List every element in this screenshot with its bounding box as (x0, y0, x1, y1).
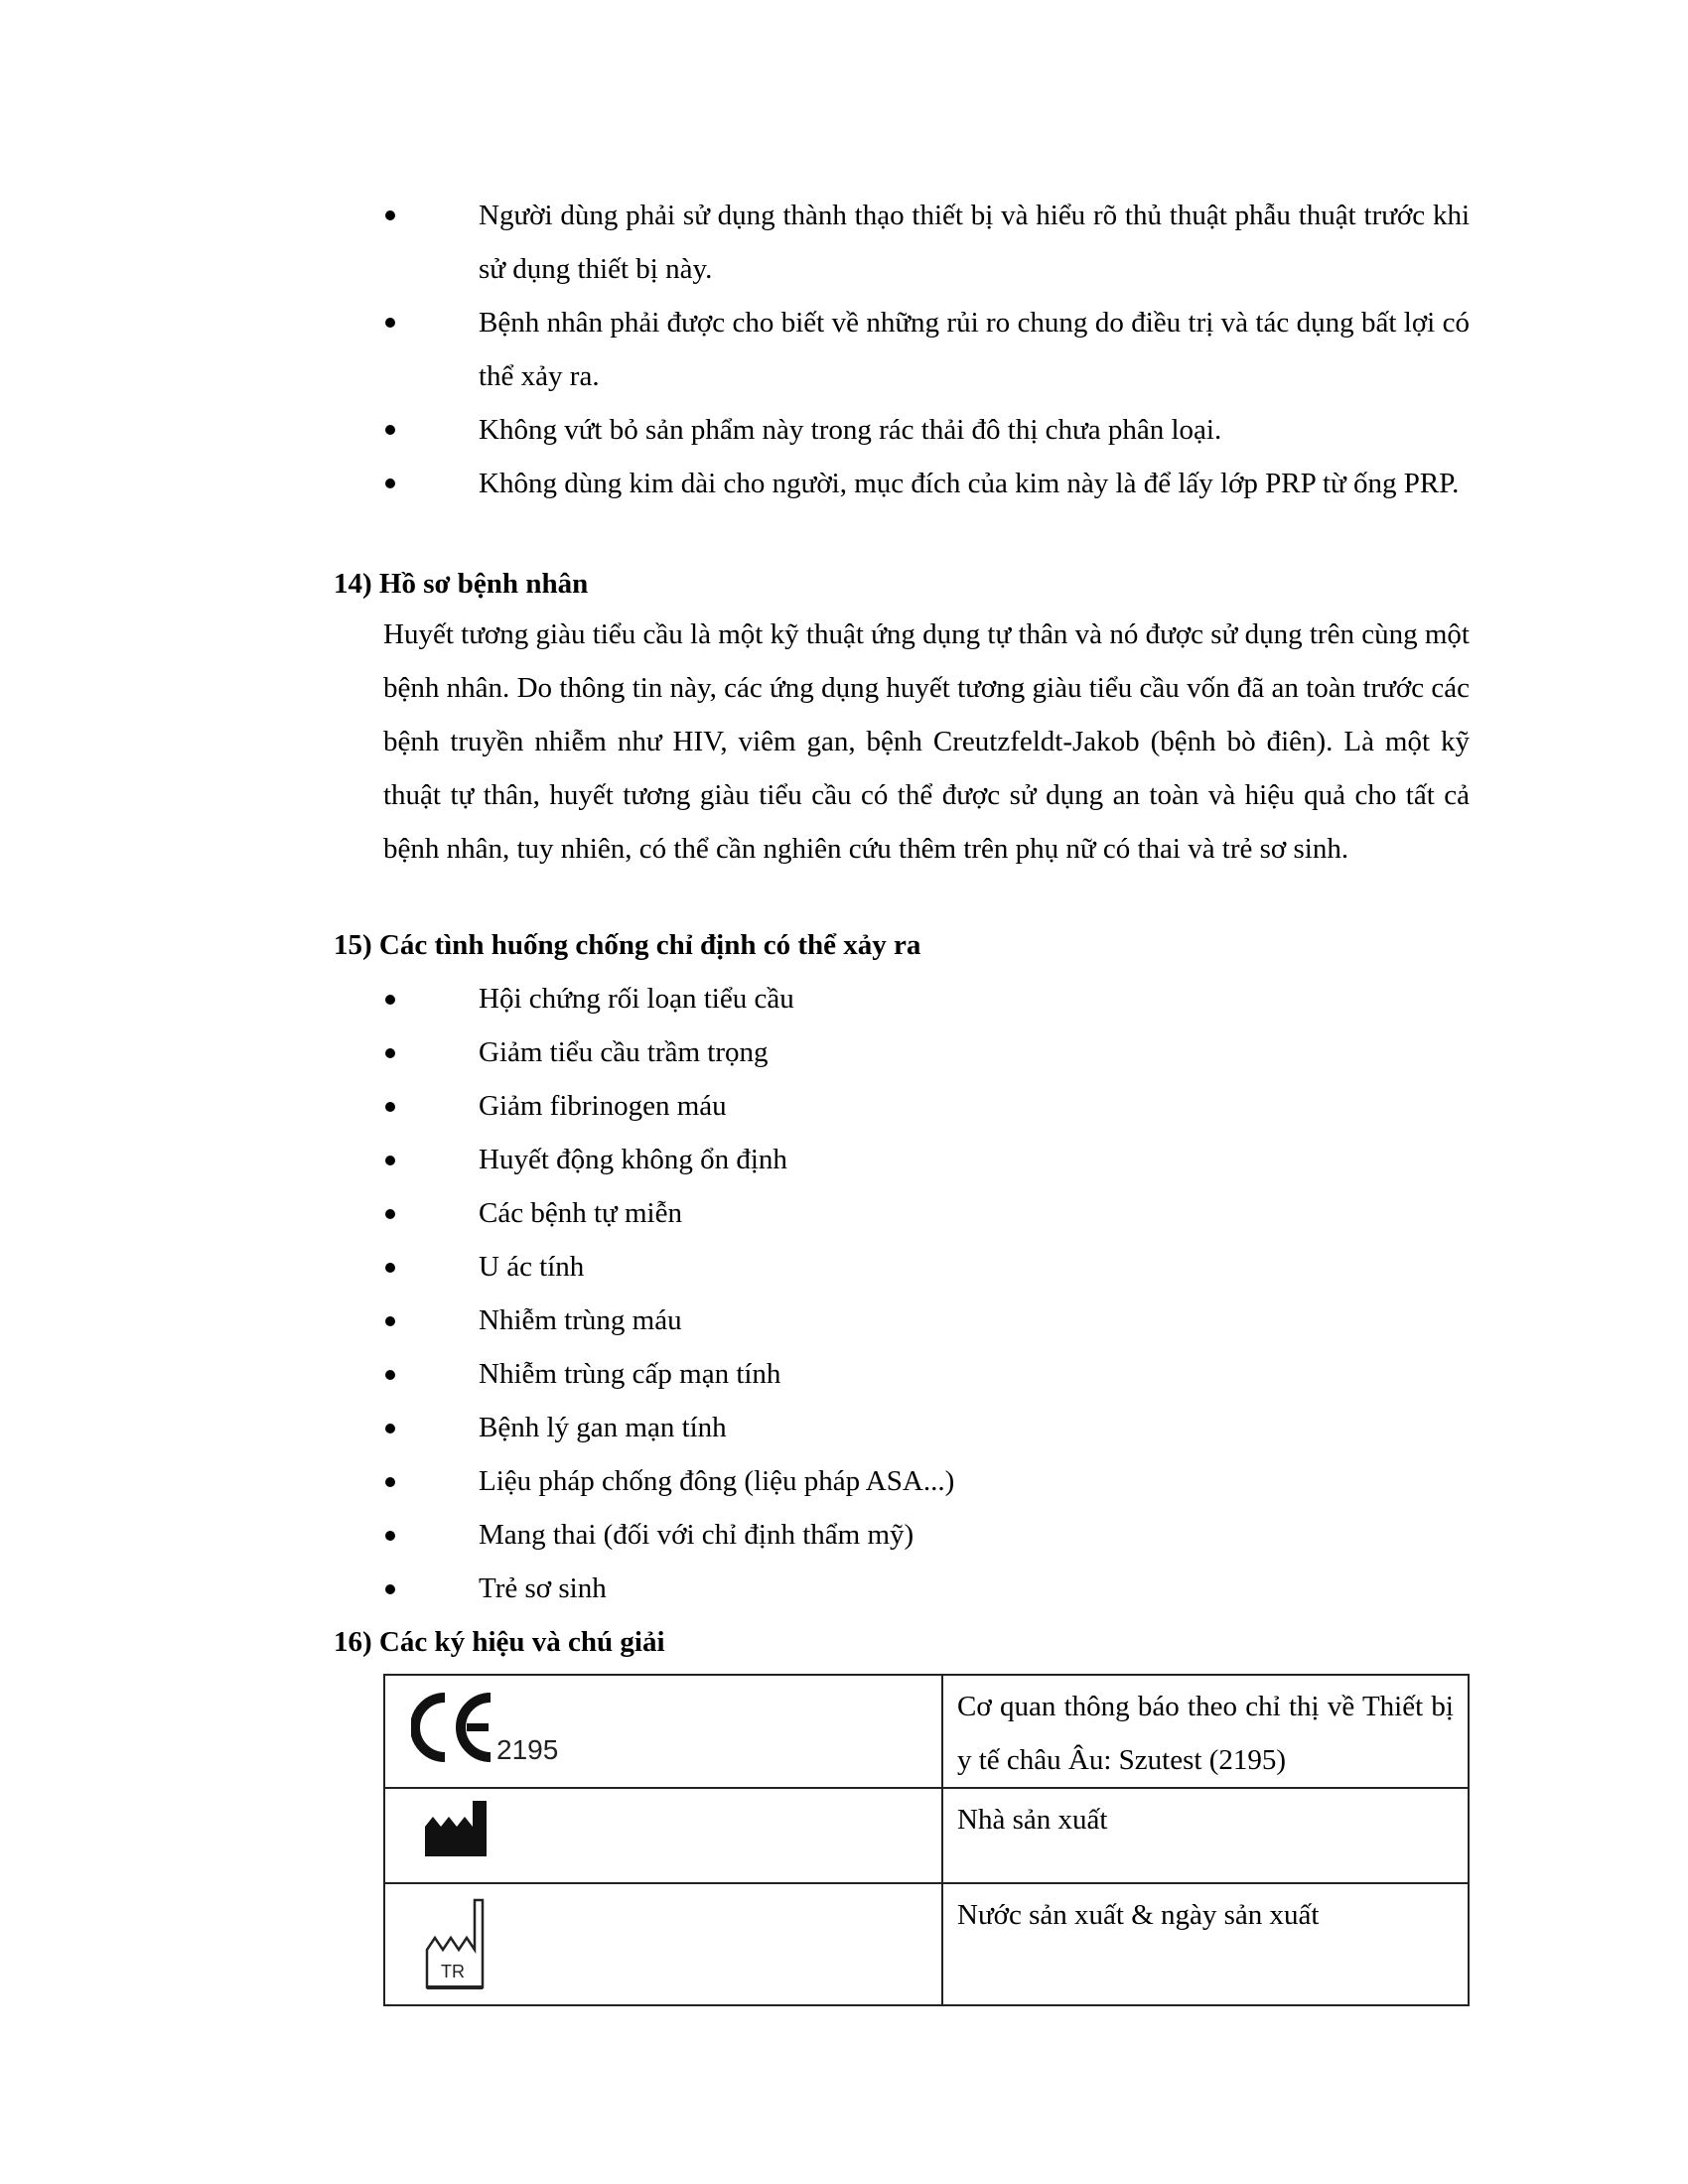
symbol-description: Cơ quan thông báo theo chỉ thị về Thiết bị y tế châu Âu: Szutest (2195) (942, 1675, 1469, 1788)
bullet (385, 318, 395, 328)
bullet (385, 1424, 395, 1433)
warning-item: Người dùng phải sử dụng thành thạo thiết bị và hiểu rõ thủ thuật phẫu thuật trước khi sử dụng thiết bị này. (479, 200, 1470, 285)
contraindication-item: Các bệnh tự miễn (479, 1197, 682, 1229)
bullet (385, 995, 395, 1005)
section-15-heading: 15) Các tình huống chống chỉ định có thể xảy ra (334, 929, 921, 961)
warning-item: Không vứt bỏ sản phẩm này trong rác thải đô thị chưa phân loại. (479, 414, 1222, 446)
section-14-paragraph: Huyết tương giàu tiểu cầu là một kỹ thuật ứng dụng tự thân và nó được sử dụng trên cùng một bệnh nhân. Do thông tin này, các ứng dụng huyết tương giàu tiểu cầu vốn đã an toàn trước các bệnh truyền nhiễm như HIV, viêm gan, bệnh Creutzfeldt-Jakob (bệnh bò điên). Là một kỹ thuật tự thân, huyết tương giàu tiểu cầu có thể được sử dụng an toàn và hiệu quả cho tất cả bệnh nhân, tuy nhiên, có thể cần nghiên cứu thêm trên phụ nữ có thai và trẻ sơ sinh. (383, 618, 1470, 865)
contraindication-item: Huyết động không ổn định (479, 1144, 787, 1175)
section-16-heading: 16) Các ký hiệu và chú giải (334, 1626, 665, 1658)
symbol-cell (384, 1883, 942, 2005)
ce-mark-icon (411, 1690, 590, 1769)
warning-item: Không dùng kim dài cho người, mục đích của kim này là để lấy lớp PRP từ ống PRP. (479, 468, 1460, 499)
contraindication-item: Mang thai (đối với chỉ định thẩm mỹ) (479, 1519, 914, 1551)
section-14-heading: 14) Hồ sơ bệnh nhân (334, 568, 589, 600)
bullet (385, 1477, 395, 1487)
contraindication-item: Bệnh lý gan mạn tính (479, 1412, 727, 1443)
bullet (385, 1048, 395, 1058)
contraindication-item: Giảm fibrinogen máu (479, 1090, 727, 1122)
contraindication-item: Liệu pháp chống đông (liệu pháp ASA...) (479, 1465, 955, 1497)
table-row (384, 1675, 1469, 1788)
bullet (385, 1370, 395, 1380)
bullet (385, 210, 395, 220)
country-of-manufacture-icon (421, 1896, 520, 1995)
table-row (384, 1788, 1469, 1883)
bullet (385, 1531, 395, 1541)
warning-item: Bệnh nhân phải được cho biết về những rủi ro chung do điều trị và tác dụng bất lợi có thể xảy ra. (479, 307, 1470, 392)
bullet (385, 478, 395, 488)
contraindication-item: Hội chứng rối loạn tiểu cầu (479, 983, 794, 1015)
contraindication-item: Nhiễm trùng cấp mạn tính (479, 1358, 781, 1390)
bullet (385, 1316, 395, 1326)
contraindication-item: Trẻ sơ sinh (479, 1572, 607, 1604)
svg-text:TR: TR (441, 1962, 465, 1981)
bullet (385, 1156, 395, 1165)
bullet (385, 1102, 395, 1112)
manufacturer-icon (421, 1797, 500, 1866)
symbol-cell (384, 1788, 942, 1883)
bullet (385, 1209, 395, 1219)
symbols-table (383, 1674, 1470, 2006)
svg-text:2195: 2195 (496, 1734, 559, 1765)
table-row (384, 1883, 1469, 2005)
bullet (385, 425, 395, 435)
bullet (385, 1263, 395, 1273)
contraindication-item: Giảm tiểu cầu trầm trọng (479, 1036, 769, 1068)
contraindication-item: U ác tính (479, 1251, 585, 1283)
symbol-description: Nhà sản xuất (942, 1788, 1469, 1883)
bullet (385, 1584, 395, 1594)
symbol-description: Nước sản xuất & ngày sản xuất (942, 1883, 1469, 2005)
symbol-cell (384, 1675, 942, 1788)
contraindication-item: Nhiễm trùng máu (479, 1304, 682, 1336)
